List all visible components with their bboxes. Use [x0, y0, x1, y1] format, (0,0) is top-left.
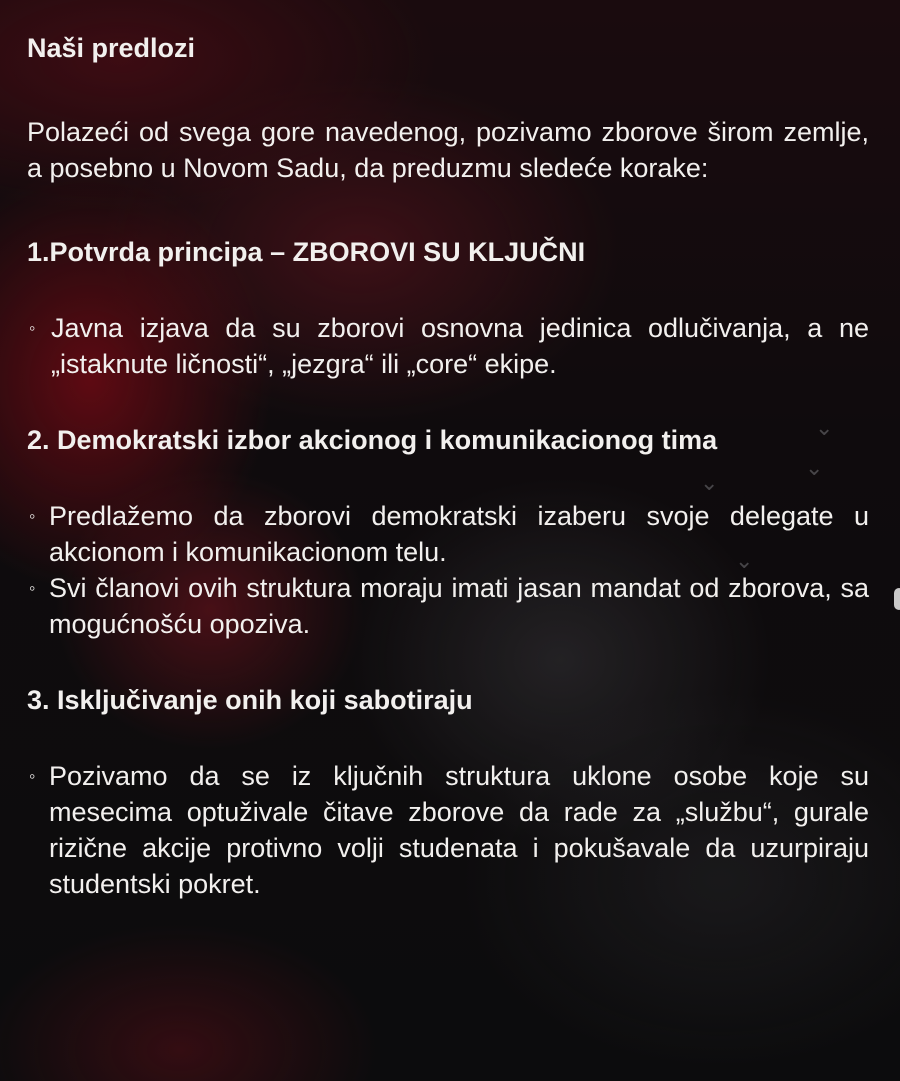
- list-item: [27, 758, 869, 902]
- spacer: [27, 270, 869, 310]
- list-item-text: Predlažemo da zborovi demokratski izaberu svoje delegate u akcionom i komunikacionom telu.: [49, 501, 869, 567]
- intro-paragraph: Polazeći od svega gore navedenog, pozivamo zborove širom zemlje, a posebno u Novom Sadu, da preduzmu sledeće korake:: [27, 117, 869, 183]
- spacer: [27, 66, 869, 114]
- decorative-bird-icon: ⌄: [700, 470, 719, 495]
- section-heading: 1.Potvrda principa – ZBOROVI SU KLJUČNI: [27, 237, 586, 267]
- list-item-text: Svi članovi ovih struktura moraju imati jasan mandat od zborova, sa mogućnošću opoziva.: [49, 573, 869, 639]
- decorative-bird-icon: ⌄: [735, 548, 754, 573]
- bullet-icon: ◦: [29, 318, 36, 338]
- spacer: [27, 642, 869, 682]
- bullet-icon: ◦: [29, 578, 36, 598]
- section-heading: 3. Isključivanje onih koji sabotiraju: [27, 685, 473, 715]
- list-item: [27, 570, 869, 642]
- bullet-icon: ◦: [29, 506, 36, 526]
- list-item: [27, 310, 869, 382]
- spacer: [27, 718, 869, 758]
- spacer: [27, 458, 869, 498]
- document-content: [27, 30, 869, 902]
- page-title: Naši predlozi: [27, 33, 196, 63]
- spacer: [27, 382, 869, 422]
- list-item-text: Javna izjava da su zborovi osnovna jedinica odlučivanja, a ne „istaknute ličnosti“, „jezgra“ ili „core“ ekipe.: [51, 313, 869, 379]
- list-item-text: Pozivamo da se iz ključnih struktura uklone osobe koje su mesecima optuživale čitave zborove da rade za „službu“, gurale rizične akcije protivno volji studenata i pokušavale da uzurpiraju studentski pokret.: [49, 761, 869, 899]
- spacer: [27, 186, 869, 234]
- list-item: [27, 498, 869, 570]
- bullet-icon: ◦: [29, 766, 36, 786]
- decorative-bird-icon: ⌄: [805, 455, 824, 480]
- scroll-indicator[interactable]: [894, 588, 900, 610]
- section-heading: 2. Demokratski izbor akcionog i komunikacionog tima: [27, 425, 718, 455]
- decorative-bird-icon: ⌄: [815, 415, 834, 440]
